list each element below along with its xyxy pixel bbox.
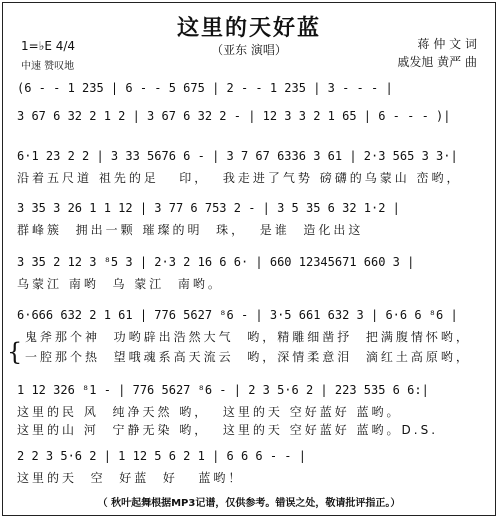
- lyric-row-5: 一腔那个热 望哦魂系高天流云 哟，深情柔意泪 滴红土高原哟，: [25, 350, 471, 364]
- music-row-1: (6 - - 1 235 | 6 - - 5 675 | 2 - - 1 235 | 3 - - - |: [17, 81, 393, 95]
- lyric-row-8: 这里的天 空 好蓝 好 蓝哟！: [17, 471, 244, 485]
- music-row-7: 1 12 326 ⁸1 - | 776 5627 ⁸6 - | 2 3 5·6 2 | 223 535 6 6:|: [17, 383, 429, 397]
- lyric-row-6: 这里的民 风 纯净天然 哟， 这里的天 空好蓝好 蓝哟。: [17, 405, 402, 419]
- key-signature: 1=♭E 4/4: [21, 39, 76, 53]
- song-title: 这里的天好蓝: [176, 16, 321, 41]
- verse-brace: {: [7, 338, 23, 366]
- lyric-row-1: 沿着五尺道 祖先的足 印， 我走进了气势 磅礴的乌蒙山 峦哟，: [17, 171, 462, 185]
- lyric-row-3: 乌蒙江 南哟 乌 蒙江 南哟。: [17, 277, 223, 291]
- footer-note: （ 秋叶起舞根据MP3记谱，仅供参考。错误之处，敬请批评指正。）: [97, 498, 401, 509]
- music-row-5: 3 35 2 12 3 ⁸5 3 | 2·3 2 16 6 6· | 660 12345671 660 3 |: [17, 255, 415, 269]
- lyric-row-2: 群峰簇 拥出一颗 璀璨的明 珠， 是谁 造化出这: [17, 223, 364, 237]
- music-row-8: 2 2 3 5·6 2 | 1 12 5 6 2 1 | 6 6 6 - - |: [17, 449, 306, 463]
- music-row-2: 3 67 6 32 2 1 2 | 3 67 6 32 2 - | 12 3 3 2 1 65 | 6 - - - )|: [17, 109, 451, 123]
- composer-credit: 戚发旭 黄严 曲: [397, 55, 477, 69]
- singer-line: （亚东 演唱）: [211, 43, 287, 57]
- score-sheet: [2, 2, 496, 516]
- music-row-3: 6·1 23 2 2 | 3 33 5676 6 - | 3 7 67 6336 3 61 | 2·3 565 3 3·|: [17, 149, 458, 163]
- lyric-row-7: 这里的山 河 宁静无染 哟， 这里的天 空好蓝好 蓝哟。D.S.: [17, 423, 439, 437]
- lyricist-credit: 蒋 仲 文 词: [417, 37, 477, 51]
- tempo-marking: 中速 赞叹地: [21, 61, 75, 72]
- music-row-6: 6·666 632 2 1 61 | 776 5627 ⁸6 - | 3·5 661 632 3 | 6·6 6 ⁸6 |: [17, 308, 458, 322]
- lyric-row-4: 鬼斧那个神 功哟辟出浩然大气 哟，精雕细凿抒 把满腹情怀哟，: [25, 330, 471, 344]
- music-row-4: 3 35 3 26 1 1 12 | 3 77 6 753 2 - | 3 5 35 6 32 1·2 |: [17, 201, 400, 215]
